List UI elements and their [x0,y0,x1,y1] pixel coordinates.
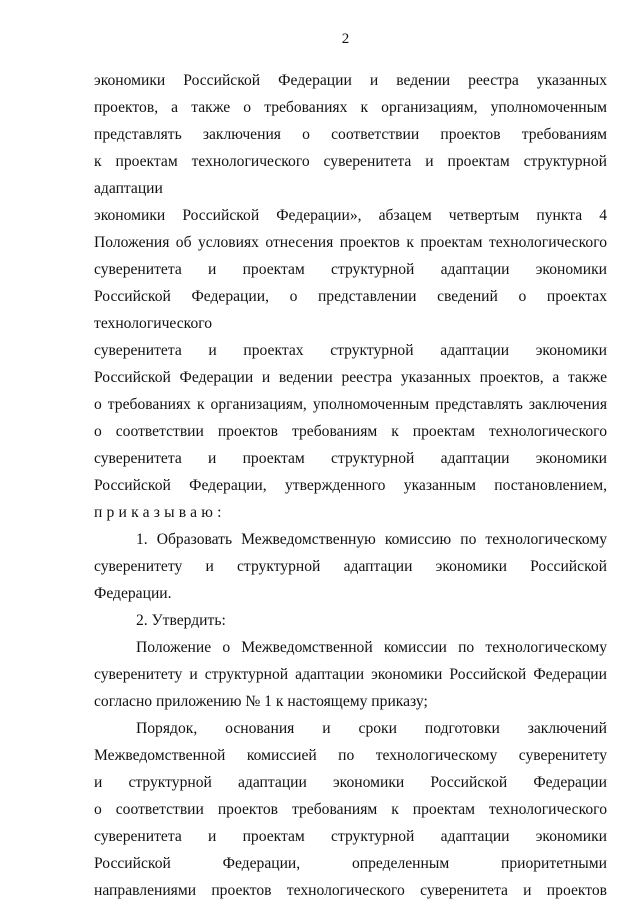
text-line: 2. Утвердить: [136,612,226,629]
text-line: суверенитету и структурной адаптации экономики Российской [94,558,607,575]
text-line: Российской Федерации, определенным приоритетными [94,855,607,872]
text-line: Порядок, основания и сроки подготовки заключений [136,720,607,737]
text-line: о соответствии проектов требованиям к проектам технологического [94,423,607,440]
text-line: экономики Российской Федерации», абзацем четвертым пункта 4 [94,207,607,224]
text-line: экономики Российской Федерации и ведении реестра указанных [94,72,607,89]
text-line: о соответствии проектов требованиям к проектам технологического [94,801,607,818]
text-line: направлениями проектов технологического суверенитета и проектов [94,882,607,899]
text-line: Российской Федерации, о представлении сведений о проектах технологического [94,288,607,332]
text-line: суверенитета и проектам структурной адаптации экономики [94,828,607,845]
text-line: Межведомственной комиссией по технологическому суверенитету [94,747,607,764]
text-line: Положение о Межведомственной комиссии по технологическому [136,639,607,656]
text-line: 1. Образовать Межведомственную комиссию по технологическому [136,531,607,548]
text-line: суверенитета и проектах структурной адаптации экономики [94,342,607,359]
intro-paragraph [94,67,607,526]
procedure-paragraph [94,715,607,904]
item-1-paragraph [94,526,607,607]
text-line: к проектам технологического суверенитета и проектам структурной адаптации [94,153,607,197]
page-number: 2 [341,31,350,47]
order-word: приказываю: [94,504,226,521]
text-line: суверенитета и проектам структурной адаптации экономики [94,450,607,467]
text-line: Российской Федерации и ведении реестра указанных проектов, а также [94,369,607,386]
text-line: Российской Федерации, утвержденного указанным постановлением, [94,477,607,494]
item-2-paragraph [94,607,607,634]
text-line: и структурной адаптации экономики Российской Федерации [94,774,607,791]
text-line: проектов, а также о требованиях к организациям, уполномоченным [94,99,607,116]
text-line: о требованиях к организациям, уполномоченным представлять заключения [94,396,607,413]
text-line: суверенитету и структурной адаптации экономики Российской Федерации [94,666,607,683]
text-line: Федерации. [94,585,172,602]
text-line: суверенитета и проектам структурной адаптации экономики [94,261,607,278]
text-line: Положения об условиях отнесения проектов к проектам технологического [94,234,607,251]
text-line: согласно приложению № 1 к настоящему приказу; [94,693,428,710]
text-line: представлять заключения о соответствии проектов требованиям [94,126,607,143]
regulation-paragraph [94,634,607,715]
